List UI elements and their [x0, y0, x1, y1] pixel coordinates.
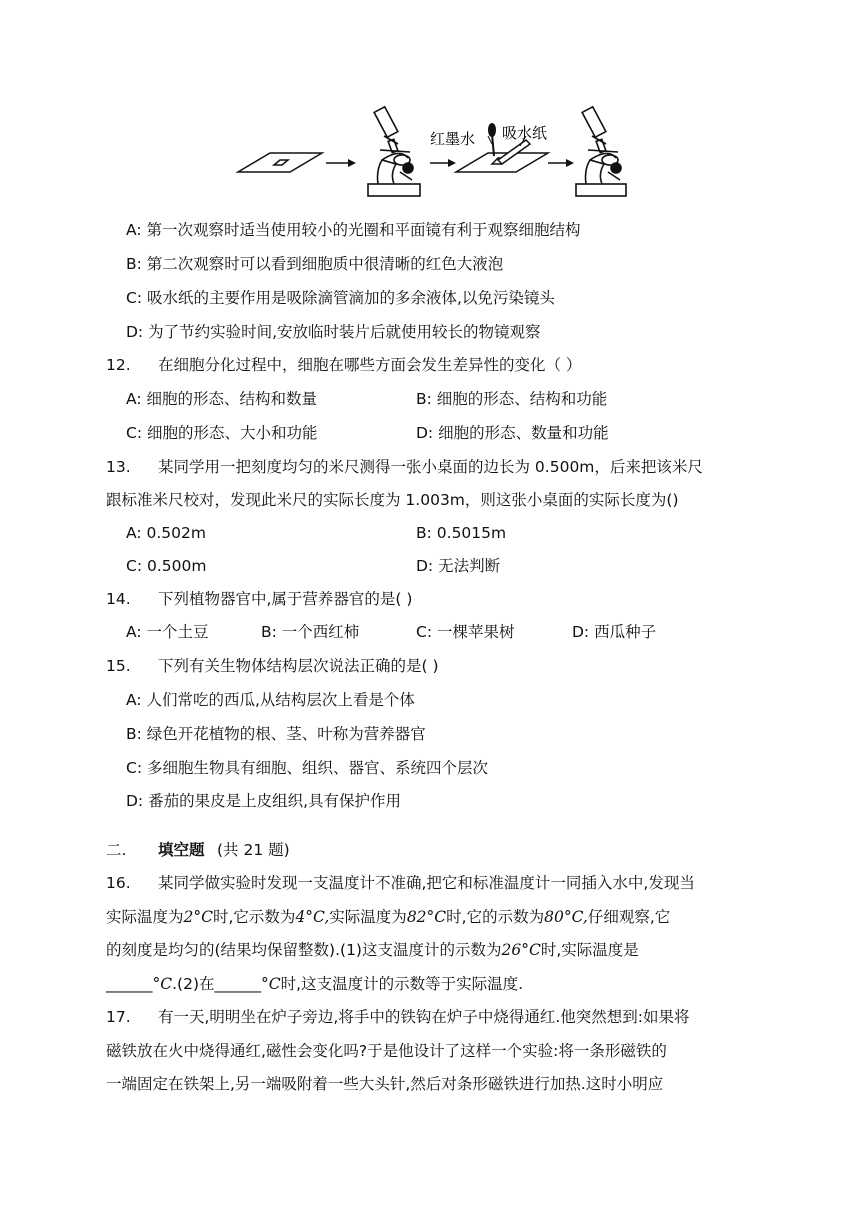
- q12-option-d: D: 细胞的形态、数量和功能: [416, 424, 609, 442]
- q16-math: 82°C: [406, 908, 447, 926]
- q16-math: 26°C: [501, 941, 541, 959]
- microscope-experiment-figure: [230, 100, 630, 202]
- q12-option-c: C: 细胞的形态、大小和功能: [126, 424, 318, 442]
- q15-stem: 下列有关生物体结构层次说法正确的是( ): [158, 657, 439, 675]
- q16-math: 4°C,: [295, 908, 330, 926]
- q16-line-1: 某同学做实验时发现一支温度计不准确,把它和标准温度计一同插入水中,发现当: [158, 874, 695, 892]
- q16-text: .(2)在: [172, 975, 215, 993]
- q16-text: 仔细观察,它: [587, 908, 671, 926]
- q16-text: 时,这支温度计的示数等于实际温度.: [280, 975, 523, 993]
- arrow-2-head: [448, 159, 456, 167]
- q16-math: 80°C,: [544, 908, 588, 926]
- q12-number: 12.: [106, 356, 131, 374]
- q13-option-b: B: 0.5015m: [416, 524, 507, 542]
- label-absorbent-paper: 吸水纸: [502, 124, 548, 142]
- absorbent-paper: [498, 140, 530, 164]
- q17-line-2: 磁铁放在火中烧得通红,磁性会变化吗?于是他设计了这样一个实验:将一条形磁铁的: [106, 1042, 667, 1060]
- q11-option-c: C: 吸水纸的主要作用是吸除滴管滴加的多余液体,以免污染镜头: [126, 289, 555, 307]
- q14-option-c: C: 一棵苹果树: [416, 623, 515, 641]
- q11-option-a: A: 第一次观察时适当使用较小的光圈和平面镜有利于观察细胞结构: [126, 221, 581, 239]
- q16-math: °C: [261, 975, 281, 993]
- answer-blank-2[interactable]: ______: [214, 975, 262, 993]
- q12-option-a: A: 细胞的形态、结构和数量: [126, 390, 317, 408]
- q16-text: 的刻度是均匀的(结果均保留整数).(1)这支温度计的示数为: [106, 941, 502, 959]
- section-count: (共 21 题): [217, 841, 290, 859]
- q16-text: 时,它示数为: [213, 908, 296, 926]
- q17-number: 17.: [106, 1008, 131, 1026]
- q16-line-3: [106, 940, 639, 960]
- q15-option-c: C: 多细胞生物具有细胞、组织、器官、系统四个层次: [126, 759, 488, 777]
- microscope-1: [368, 107, 420, 196]
- q16-number: 16.: [106, 874, 131, 892]
- q14-stem: 下列植物器官中,属于营养器官的是( ): [158, 590, 413, 608]
- q16-text: 实际温度为: [329, 908, 407, 926]
- q12-stem: 在细胞分化过程中，细胞在哪些方面会发生差异性的变化（ ）: [158, 356, 582, 374]
- q12-option-b: B: 细胞的形态、结构和功能: [416, 390, 608, 408]
- q15-option-d: D: 番茄的果皮是上皮组织,具有保护作用: [126, 792, 402, 810]
- q16-text: 时,实际温度是: [540, 941, 639, 959]
- q14-option-d: D: 西瓜种子: [572, 623, 657, 641]
- q15-option-a: A: 人们常吃的西瓜,从结构层次上看是个体: [126, 691, 415, 709]
- q16-math: 2°C: [183, 908, 213, 926]
- answer-blank-1[interactable]: ______: [106, 975, 153, 993]
- q15-number: 15.: [106, 657, 131, 675]
- q14-option-b: B: 一个西红柿: [261, 623, 360, 641]
- q13-option-c: C: 0.500m: [126, 557, 207, 575]
- q16-text: 时,它的示数为: [446, 908, 545, 926]
- q16-text: 实际温度为: [106, 908, 184, 926]
- arrow-1-head: [348, 159, 356, 167]
- microscope-2: [576, 107, 626, 196]
- q13-stem-line-2: 跟标准米尺校对，发现此米尺的实际长度为 1.003m，则这张小桌面的实际长度为(): [106, 491, 679, 509]
- q16-line-2: [106, 907, 670, 927]
- label-red-ink: 红墨水: [430, 130, 476, 148]
- section-title: 填空题: [158, 841, 205, 859]
- q11-option-b: B: 第二次观察时可以看到细胞质中很清晰的红色大液泡: [126, 255, 504, 273]
- q15-option-b: B: 绿色开花植物的根、茎、叶称为营养器官: [126, 725, 426, 743]
- q11-option-d: D: 为了节约实验时间,安放临时装片后就使用较长的物镜观察: [126, 323, 541, 341]
- q13-option-a: A: 0.502m: [126, 524, 206, 542]
- q16-line-4: [106, 974, 523, 994]
- q13-number: 13.: [106, 458, 131, 476]
- q17-line-1: 有一天,明明坐在炉子旁边,将手中的铁钩在炉子中烧得通红.他突然想到:如果将: [158, 1008, 690, 1026]
- q13-stem-line-1: 某同学用一把刻度均匀的米尺测得一张小桌面的边长为 0.500m，后来把该米尺: [158, 458, 703, 476]
- q14-number: 14.: [106, 590, 131, 608]
- q17-line-3: 一端固定在铁架上,另一端吸附着一些大头针,然后对条形磁铁进行加热.这时小明应: [106, 1075, 664, 1093]
- q16-math: °C: [152, 975, 173, 993]
- q14-option-a: A: 一个土豆: [126, 623, 209, 641]
- section-number: 二.: [106, 841, 127, 859]
- q13-option-d: D: 无法判断: [416, 557, 501, 575]
- slide-1: [238, 153, 322, 172]
- arrow-3-head: [566, 159, 574, 167]
